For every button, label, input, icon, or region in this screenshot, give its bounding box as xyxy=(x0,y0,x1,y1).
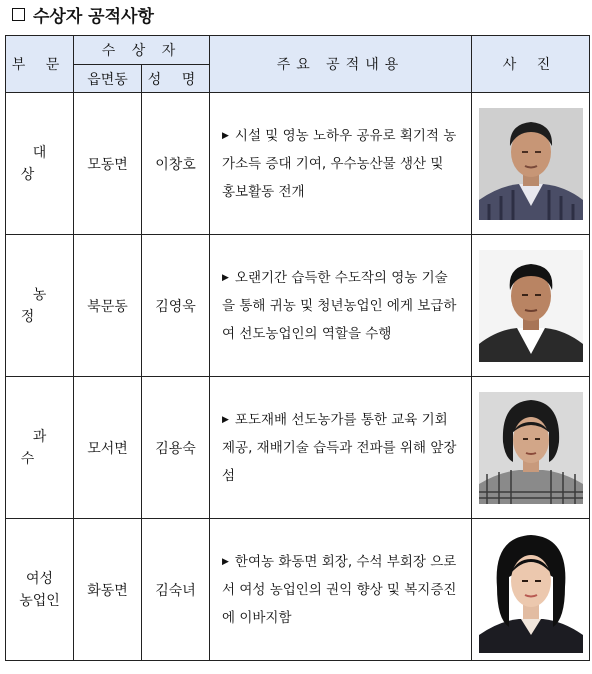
table-row xyxy=(6,93,590,235)
photo-cell xyxy=(472,93,590,235)
page-title-text: 수상자 공적사항 xyxy=(33,6,154,27)
bullet-icon: ▶ xyxy=(222,414,229,425)
table-row xyxy=(6,235,590,377)
portrait-photo xyxy=(479,392,583,504)
portrait-photo xyxy=(479,250,583,362)
header-photo: 사 진 xyxy=(472,36,590,93)
town-cell: 화동면 xyxy=(74,519,142,661)
category-cell: 여성 농업인 xyxy=(6,519,74,661)
header-town: 읍면동 xyxy=(74,65,142,93)
bullet-icon: ▶ xyxy=(222,130,229,141)
name-cell: 김영욱 xyxy=(142,235,210,377)
name-cell: 이창호 xyxy=(142,93,210,235)
achievement-cell: ▶ 포도재배 선도농가를 통한 교육 기회 제공, 재배기술 습득과 전파를 위해 앞장섬 xyxy=(210,377,472,519)
category-cell: 과 수 xyxy=(6,377,74,519)
header-awardee: 수 상 자 xyxy=(74,36,210,65)
category-cell: 농 정 xyxy=(6,235,74,377)
name-cell: 김숙녀 xyxy=(142,519,210,661)
table-row xyxy=(6,519,590,661)
photo-cell xyxy=(472,377,590,519)
bullet-icon: ▶ xyxy=(222,272,229,283)
page-title xyxy=(12,2,154,26)
awardee-table xyxy=(5,35,590,661)
category-cell: 대 상 xyxy=(6,93,74,235)
photo-cell xyxy=(472,235,590,377)
achievement-cell: ▶ 한여농 화동면 회장, 수석 부회장 으로서 여성 농업인의 권익 향상 및 복지증진에 이바지함 xyxy=(210,519,472,661)
town-cell: 모동면 xyxy=(74,93,142,235)
header-category: 부 문 xyxy=(6,36,74,93)
portrait-photo xyxy=(479,108,583,220)
header-name: 성 명 xyxy=(142,65,210,93)
achievement-cell: ▶ 오랜기간 습득한 수도작의 영농 기술을 통해 귀농 및 청년농업인 에게 보급하여 선도농업인의 역할을 수행 xyxy=(210,235,472,377)
table-row xyxy=(6,377,590,519)
photo-cell xyxy=(472,519,590,661)
town-cell: 모서면 xyxy=(74,377,142,519)
portrait-photo xyxy=(479,527,583,653)
name-cell: 김용숙 xyxy=(142,377,210,519)
bullet-icon: ▶ xyxy=(222,556,229,567)
checkbox-icon xyxy=(12,8,25,21)
header-achievements: 주요 공적내용 xyxy=(210,36,472,93)
town-cell: 북문동 xyxy=(74,235,142,377)
achievement-cell: ▶ 시설 및 영농 노하우 공유로 획기적 농가소득 증대 기여, 우수농산물 생산 및 홍보활동 전개 xyxy=(210,93,472,235)
